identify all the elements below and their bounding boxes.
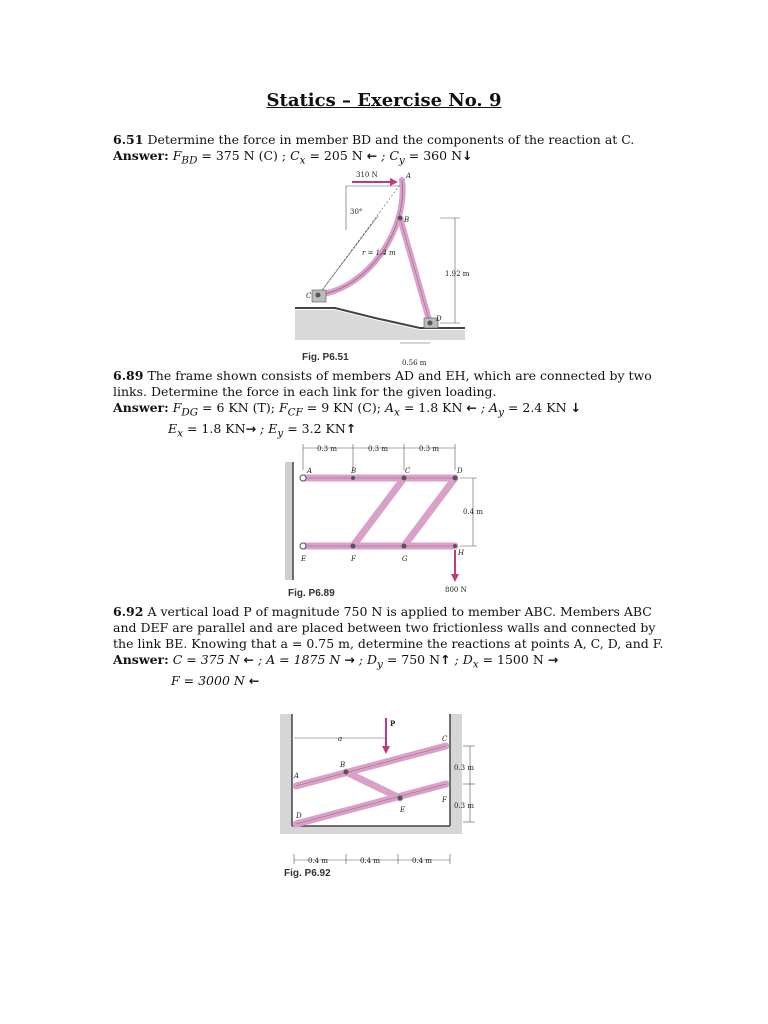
arrow-right-icon: → xyxy=(344,652,355,667)
figure-caption: Fig. P6.89 xyxy=(288,588,335,599)
arrow-left-icon: ← xyxy=(466,400,477,415)
statement-text: The frame shown consists of members AD and EH, which are connected by two xyxy=(147,368,652,383)
answer-value: = 205 N xyxy=(305,148,363,163)
answer-value: = 1.8 KN xyxy=(399,400,463,415)
answer-value: = 1.8 KN xyxy=(183,420,246,436)
arrow-left-icon: ← xyxy=(366,148,378,163)
answer-subscript: y xyxy=(498,406,504,419)
statement-text: Determine the force in member BD and the components of the reaction at C. xyxy=(147,132,635,147)
problem-6-89 xyxy=(113,368,658,441)
answer-symbol: A xyxy=(384,400,394,415)
label-e: E xyxy=(400,806,406,814)
arrow-right-icon: → xyxy=(245,420,257,436)
label-height: 0.4 m xyxy=(463,508,483,516)
answer-symbol: ; E xyxy=(260,420,278,436)
label-c: C xyxy=(405,467,411,475)
label-w1: 0.4 m xyxy=(308,857,328,865)
arrow-down-icon: ↓ xyxy=(462,148,473,163)
answer-label: Answer: xyxy=(113,400,169,415)
problem-number: 6.89 xyxy=(113,368,144,383)
answer-subscript: y xyxy=(398,154,405,167)
answer-line xyxy=(113,400,658,421)
arrow-left-icon: ← xyxy=(248,672,260,688)
label-b: B xyxy=(404,216,410,224)
label-p: P xyxy=(390,719,396,728)
problem-6-92 xyxy=(113,604,664,689)
arrow-right-icon: → xyxy=(547,652,559,667)
figure-caption: Fig. P6.92 xyxy=(284,868,331,879)
answer-value: = 1500 N xyxy=(478,652,544,667)
answer-subscript: CF xyxy=(287,406,303,419)
label-c: C xyxy=(306,292,312,300)
label-b: B xyxy=(351,467,357,475)
answer-value: = 6 KN (T); xyxy=(198,400,279,415)
answer-value: = 360 N xyxy=(404,148,463,163)
answer-subscript: x xyxy=(177,427,183,439)
answer-subscript: x xyxy=(472,658,479,671)
label-radius: r = 1.4 m xyxy=(362,249,396,257)
label-w3: 0.4 m xyxy=(412,857,432,865)
answer-value: F = 3000 N xyxy=(171,672,245,688)
label-b: B xyxy=(340,761,346,769)
problem-statement xyxy=(113,368,658,384)
problem-number: 6.92 xyxy=(113,604,144,619)
answer-value: ; A = 1875 N xyxy=(257,652,341,667)
statement-text: the link BE. Knowing that a = 0.75 m, determine the reactions at points A, C, D, and F. xyxy=(113,636,664,651)
label-f: F xyxy=(351,555,356,563)
answer-value: C = 375 N xyxy=(172,652,240,667)
figure-caption: Fig. P6.51 xyxy=(302,352,349,363)
answer-value: = 375 N (C) ; xyxy=(197,148,291,163)
answer-symbol: ; A xyxy=(476,400,499,415)
arrow-left-icon: ← xyxy=(243,652,254,667)
label-width: 0.56 m xyxy=(402,359,427,367)
answer-subscript: x xyxy=(299,154,306,167)
answer-value: = 2.4 KN xyxy=(503,400,567,415)
answer-symbol: E xyxy=(168,420,178,436)
statement-text: and DEF are parallel and are placed between two frictionless walls and connected by xyxy=(113,620,656,635)
label-angle: 30° xyxy=(350,208,363,216)
statement-text: links. Determine the force in each link for the given loading. xyxy=(113,384,497,399)
label-e: E xyxy=(301,555,307,563)
figure-p6-89 xyxy=(285,440,495,600)
answer-symbol: C xyxy=(290,148,300,163)
answer-symbol: F xyxy=(172,400,182,415)
problem-number: 6.51 xyxy=(113,132,144,147)
answer-label: Answer: xyxy=(113,652,169,667)
label-d: D xyxy=(436,315,442,323)
answer-line xyxy=(113,652,658,673)
label-d: D xyxy=(296,812,302,820)
label-load: 310 N xyxy=(356,171,378,179)
label-f: F xyxy=(442,796,447,804)
answer-line xyxy=(113,673,658,689)
label-d: D xyxy=(457,467,463,475)
answer-symbol: F xyxy=(172,148,182,163)
label-g: G xyxy=(402,555,408,563)
label-h2: 0.3 m xyxy=(454,802,474,810)
answer-line xyxy=(113,148,658,169)
label-c: C xyxy=(442,735,448,743)
label-a-dim: a xyxy=(338,735,343,743)
label-a: A xyxy=(294,772,300,780)
answer-subscript: DG xyxy=(181,406,199,419)
answer-value: = 3.2 KN xyxy=(283,420,346,436)
statement-text: A vertical load P of magnitude 750 N is applied to member ABC. Members ABC xyxy=(147,604,652,619)
label-load: 800 N xyxy=(445,586,467,594)
answer-value: = 750 N xyxy=(382,652,441,667)
arrow-down-icon: ↓ xyxy=(570,400,581,415)
answer-label: Answer: xyxy=(113,148,169,163)
label-a: A xyxy=(406,172,412,180)
answer-value: = 9 KN (C); xyxy=(302,400,385,415)
label-dim-3: 0.3 m xyxy=(419,445,439,453)
figure-p6-51 xyxy=(290,168,490,368)
label-a: A xyxy=(307,467,313,475)
problem-statement xyxy=(113,132,658,148)
arrow-up-icon: ↑ xyxy=(345,420,357,436)
label-dim-2: 0.3 m xyxy=(368,445,388,453)
answer-subscript: y xyxy=(376,658,383,671)
label-dim-1: 0.3 m xyxy=(317,445,337,453)
arrow-up-icon: ↑ xyxy=(440,652,451,667)
answer-subscript: y xyxy=(277,427,284,439)
answer-subscript: x xyxy=(393,406,400,419)
problem-statement xyxy=(113,604,658,620)
label-height: 1.92 m xyxy=(445,270,470,278)
answer-subscript: BD xyxy=(181,154,198,167)
label-w2: 0.4 m xyxy=(360,857,380,865)
answer-line xyxy=(113,421,658,442)
answer-symbol: ; D xyxy=(354,652,377,667)
answer-symbol: F xyxy=(278,400,288,415)
answer-symbol: ; C xyxy=(381,148,399,163)
answer-symbol: ; D xyxy=(450,652,473,667)
figure-p6-92 xyxy=(280,714,480,874)
label-h: H xyxy=(458,549,465,557)
page-title: Statics – Exercise No. 9 xyxy=(266,90,502,111)
problem-6-51 xyxy=(113,132,658,169)
label-h1: 0.3 m xyxy=(454,764,474,772)
